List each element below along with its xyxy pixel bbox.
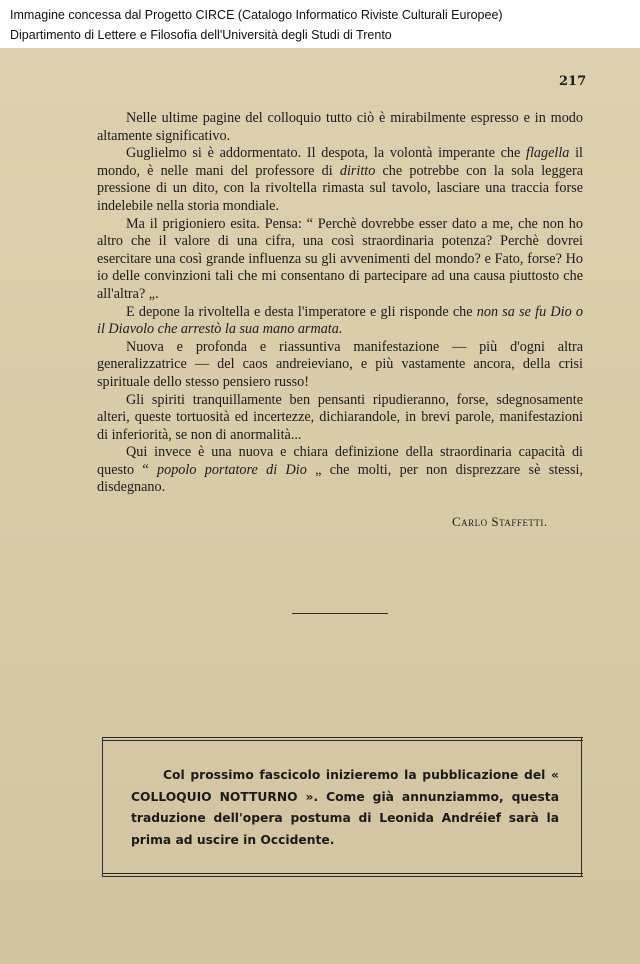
text-run: Nelle ultime pagine del colloquio tutto ciò è mirabilmente espresso e in modo altamente significativo. bbox=[97, 110, 583, 144]
body-paragraph bbox=[97, 392, 583, 445]
text-run: che potrebbe con la sola leggera pressione di un dito, con la rivoltella rimasta sul tavolo, lasciare una traccia forse indelebile nella storia mondiale. bbox=[97, 162, 583, 214]
italic-run: popolo portatore di Dio bbox=[157, 461, 307, 478]
text-run: Ma il prigioniero esita. Pensa: “ Perchè dovrebbe esser dato a me, che non ho altro che il valore di una cifra, una così straordinaria potenza? Perchè dovrei esercitare una così grande influenza su gli avvenimenti del mondo? e Fato, forse? Ho io delle convinzioni tali che mi consentano di partecipare ad una causa piuttosto che all'altra? „. bbox=[97, 215, 583, 302]
box-bottom-rule bbox=[102, 876, 583, 877]
archive-header bbox=[0, 0, 640, 48]
article-body bbox=[97, 110, 583, 497]
box-top-rule bbox=[102, 737, 583, 738]
archive-department-line: Dipartimento di Lettere e Filosofia dell'Università degli Studi di Trento bbox=[10, 28, 392, 42]
body-paragraph bbox=[97, 304, 583, 339]
announcement-paragraph: Col prossimo fascicolo inizieremo la pubblicazione del « COLLOQUIO NOTTURNO ». Come già annunziammo, questa traduzione dell'opera postuma di Leonida Andréief sarà la prima ad uscire in Occidente. bbox=[131, 768, 559, 847]
text-run: Guglielmo si è addormentato. Il despota, la volontà imperante che bbox=[126, 145, 527, 162]
text-run: Qui invece è una nuova e chiara definizione della straordinaria capacità di questo “ bbox=[97, 444, 583, 478]
announcement-box bbox=[102, 737, 582, 877]
body-paragraph bbox=[97, 216, 583, 304]
italic-run: flagella bbox=[526, 145, 570, 162]
archive-credit-line: Immagine concessa dal Progetto CIRCE (Catalogo Informatico Riviste Culturali Europee) bbox=[10, 8, 503, 22]
box-bottom-rule-inner bbox=[102, 873, 583, 874]
body-paragraph bbox=[97, 145, 583, 215]
box-top-rule-inner bbox=[102, 740, 583, 741]
body-paragraph bbox=[97, 110, 583, 145]
body-paragraph bbox=[97, 444, 583, 497]
text-run: Nuova e profonda e riassuntiva manifestazione — più d'ogni altra generalizzatrice — del caos andreieviano, e più vastamente ancora, della crisi spirituale dello stesso pensiero russo! bbox=[97, 338, 583, 390]
text-run: „ che molti, per non disprezzare sè stessi, disdegnano. bbox=[97, 461, 583, 496]
text-run: il mondo, è nelle mani del professore di bbox=[97, 145, 583, 179]
italic-run: diritto bbox=[339, 162, 376, 179]
page-number: 217 bbox=[559, 74, 587, 89]
text-run: Gli spiriti tranquillamente ben pensanti ripudieranno, forse, sdegnosamente alteri, queste tortuosità ed incertezze, dichiarandole, in brevi parole, manifestazioni di inferiorità, se non di anormalità... bbox=[97, 391, 583, 443]
author-signature: Carlo Staffetti. bbox=[452, 514, 548, 529]
announcement-text bbox=[131, 765, 559, 851]
scanned-page bbox=[0, 48, 640, 964]
italic-run: non sa se fu Dio o il Diavolo che arrestò la sua mano armata. bbox=[97, 303, 584, 338]
body-paragraph bbox=[97, 339, 583, 392]
section-divider bbox=[292, 613, 388, 614]
text-run: E depone la rivoltella e desta l'imperatore e gli risponde che bbox=[126, 303, 477, 320]
